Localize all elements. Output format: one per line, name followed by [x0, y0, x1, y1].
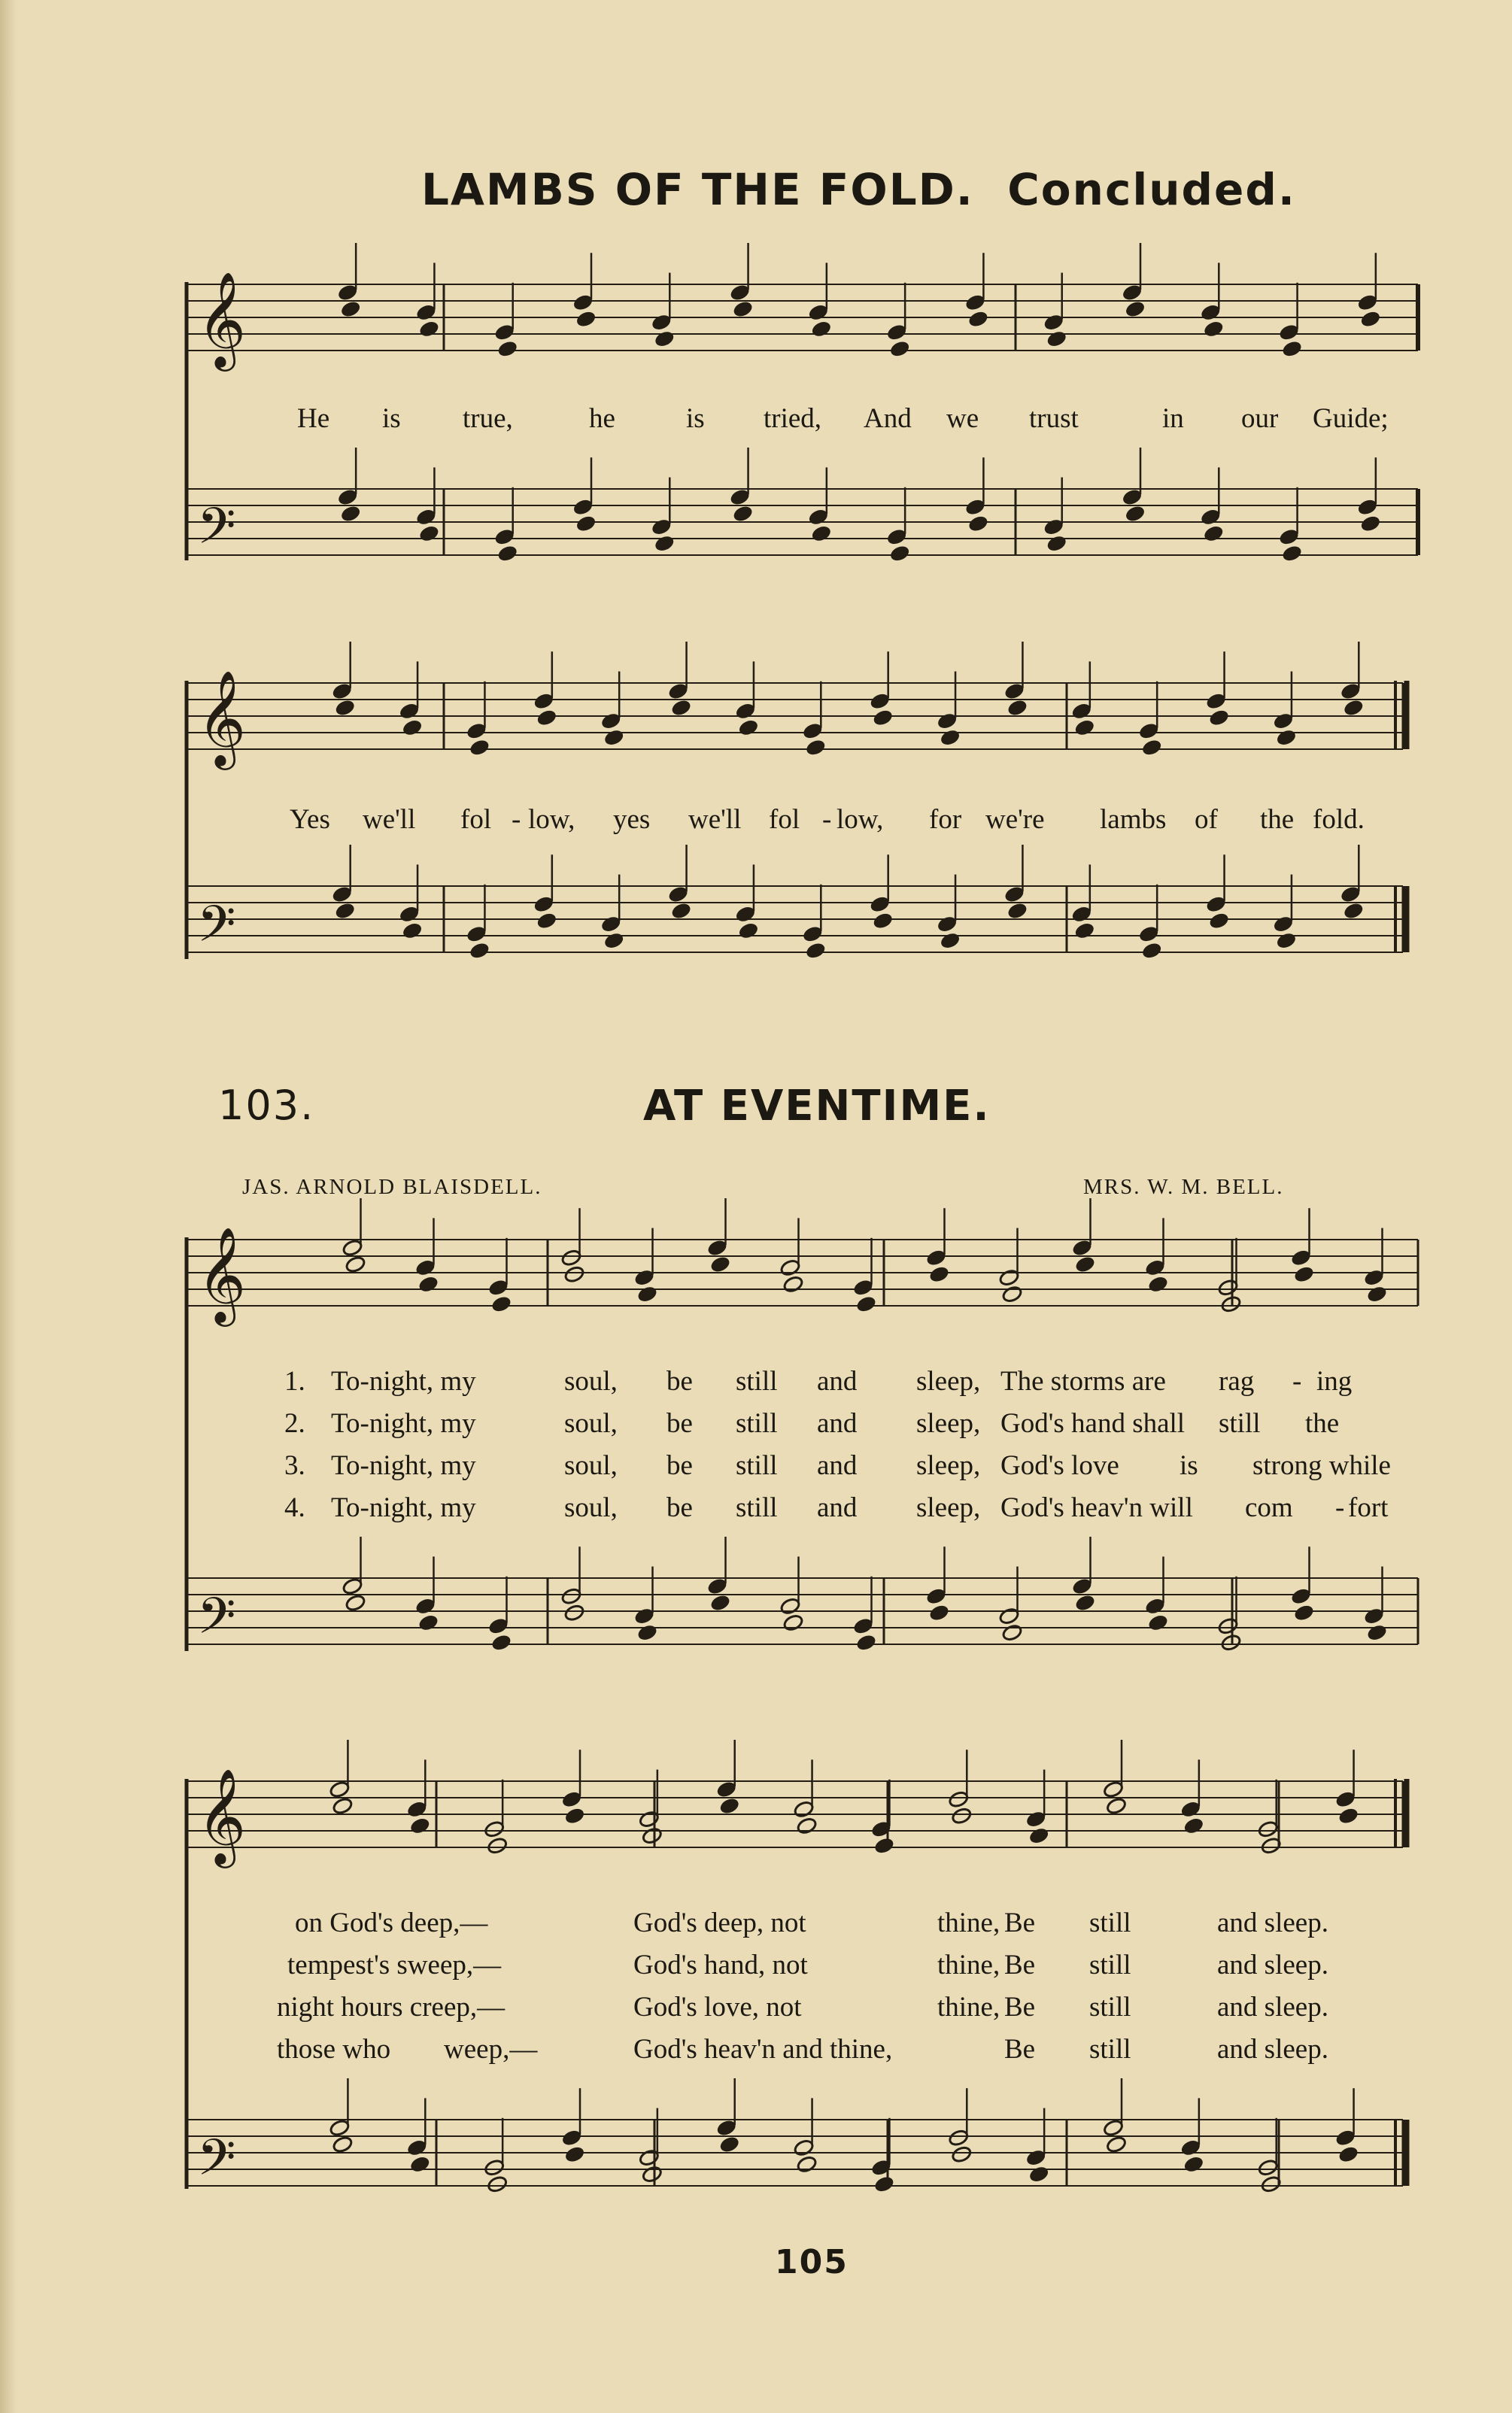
lyric-syllable: be [666, 1492, 693, 1523]
lyric-syllable: still [736, 1450, 778, 1481]
lyric-syllable: still [1089, 1908, 1131, 1938]
lyric-syllable: trust [1029, 403, 1079, 434]
lyric-syllable: sleep, [916, 1408, 981, 1439]
lyric-syllable: To-night, my [331, 1492, 476, 1523]
lyricist: JAS. ARNOLD BLAISDELL. [242, 1175, 542, 1199]
svg-text:𝄢: 𝄢 [197, 497, 236, 567]
lyric-syllable: be [666, 1366, 693, 1397]
lyric-syllable: is [686, 403, 705, 434]
lyric-syllable: he [589, 403, 615, 434]
lyric-syllable: sleep, [916, 1366, 981, 1397]
svg-text:𝄞: 𝄞 [197, 271, 247, 367]
lyric-syllable: To-night, my [331, 1366, 476, 1397]
lyric-syllable: lambs [1100, 804, 1167, 835]
lyric-syllable: and sleep. [1217, 1908, 1328, 1938]
lyric-syllable: soul, [564, 1366, 618, 1397]
lyric-syllable: thine, [937, 1950, 1000, 1980]
lyric-syllable: tempest's sweep,— [287, 1950, 502, 1980]
lyric-syllable: - [1335, 1492, 1345, 1523]
lyric-syllable: soul, [564, 1408, 618, 1439]
lyric-syllable: Be [1004, 1992, 1036, 2023]
lyric-syllable: still [1089, 1950, 1131, 1980]
hymn-number: 103. [218, 1082, 315, 1129]
lyric-syllable: Be [1004, 1950, 1036, 1980]
lyric-syllable: still [1219, 1408, 1261, 1439]
lyric-syllable: low, [528, 804, 575, 835]
lyric-syllable: strong while [1252, 1450, 1391, 1481]
lyric-syllable: in [1162, 403, 1184, 434]
lyric-syllable: weep,— [444, 2034, 538, 2065]
lyric-syllable: fold. [1313, 804, 1365, 835]
lyric-syllable: soul, [564, 1450, 618, 1481]
lyric-syllable: and sleep. [1217, 1950, 1328, 1980]
lyric-syllable: fol [460, 804, 492, 835]
lyric-syllable: low, [836, 804, 884, 835]
lyric-syllable: To-night, my [331, 1450, 476, 1481]
lyric-syllable: we'll [688, 804, 742, 835]
svg-text:𝄢: 𝄢 [197, 2129, 236, 2199]
lyric-syllable: and sleep. [1217, 2034, 1328, 2065]
lyric-syllable: and sleep. [1217, 1992, 1328, 2023]
lyric-syllable: we'll [363, 804, 416, 835]
lyric-syllable: - [822, 804, 832, 835]
lyric-syllable: for [929, 804, 962, 835]
lyric-syllable: sleep, [916, 1492, 981, 1523]
hymn-title: LAMBS OF THE FOLD. Concluded. [421, 164, 1296, 215]
lyric-syllable: 3. [284, 1450, 305, 1481]
lyric-syllable: 1. [284, 1366, 305, 1397]
lyric-syllable: 2. [284, 1408, 305, 1439]
lyric-syllable: sleep, [916, 1450, 981, 1481]
hymn-title-2: AT EVENTIME. [643, 1082, 991, 1131]
svg-text:𝄞: 𝄞 [197, 669, 247, 766]
lyric-syllable: God's hand, not [633, 1950, 808, 1980]
lyric-syllable: He [297, 403, 330, 434]
lyric-syllable: thine, [937, 1992, 1000, 2023]
lyric-syllable: those who [277, 2034, 391, 2065]
lyric-syllable: and [817, 1408, 858, 1439]
lyric-syllable: soul, [564, 1492, 618, 1523]
lyric-syllable: and [817, 1366, 858, 1397]
lyric-syllable: rag [1219, 1366, 1255, 1397]
page-number: 105 [775, 2243, 849, 2281]
lyric-syllable: fort [1348, 1492, 1389, 1523]
lyric-syllable: still [736, 1492, 778, 1523]
lyric-syllable: Be [1004, 1908, 1036, 1938]
svg-text:𝄢: 𝄢 [197, 1587, 236, 1657]
lyric-syllable: ing [1316, 1366, 1353, 1397]
lyric-syllable: still [1089, 1992, 1131, 2023]
lyric-syllable: is [1180, 1450, 1198, 1481]
composer: MRS. W. M. BELL. [1083, 1175, 1284, 1199]
lyric-syllable: night hours creep,— [277, 1992, 506, 2023]
svg-text:𝄢: 𝄢 [197, 895, 236, 965]
lyric-syllable: and [817, 1450, 858, 1481]
lyric-syllable: - [1292, 1366, 1302, 1397]
lyric-syllable: our [1241, 403, 1279, 434]
svg-text:𝄞: 𝄞 [197, 1768, 247, 1864]
lyric-syllable: be [666, 1408, 693, 1439]
lyric-syllable: Be [1004, 2034, 1036, 2065]
lyric-syllable: thine, [937, 1908, 1000, 1938]
lyric-syllable: God's love, not [633, 1992, 802, 2023]
lyric-syllable: of [1195, 804, 1218, 835]
title-suffix: Concluded. [1007, 164, 1296, 215]
lyric-syllable: fol [769, 804, 800, 835]
lyric-syllable: And [864, 403, 912, 434]
lyric-syllable: on God's deep,— [295, 1908, 488, 1938]
lyric-syllable: be [666, 1450, 693, 1481]
lyric-syllable: is [382, 403, 401, 434]
lyric-syllable: and [817, 1492, 858, 1523]
lyric-syllable: God's love [1000, 1450, 1119, 1481]
lyric-syllable: true, [463, 403, 513, 434]
lyric-syllable: - [512, 804, 521, 835]
lyric-syllable: we're [985, 804, 1045, 835]
lyric-syllable: com [1245, 1492, 1293, 1523]
lyric-syllable: God's deep, not [633, 1908, 806, 1938]
lyric-syllable: God's heav'n will [1000, 1492, 1193, 1523]
lyric-syllable: still [736, 1366, 778, 1397]
lyric-syllable: Guide; [1313, 403, 1389, 434]
lyric-syllable: we [946, 403, 979, 434]
lyric-syllable: The storms are [1000, 1366, 1166, 1397]
lyric-syllable: the [1260, 804, 1295, 835]
svg-text:𝄞: 𝄞 [197, 1226, 247, 1322]
lyric-syllable: 4. [284, 1492, 305, 1523]
lyric-syllable: God's heav'n and thine, [633, 2034, 893, 2065]
lyric-syllable: God's hand shall [1000, 1408, 1186, 1439]
lyric-syllable: tried, [764, 403, 822, 434]
lyric-syllable: yes [613, 804, 651, 835]
lyric-syllable: To-night, my [331, 1408, 476, 1439]
lyric-syllable: still [736, 1408, 778, 1439]
lyric-syllable: the [1305, 1408, 1340, 1439]
lyric-syllable: still [1089, 2034, 1131, 2065]
lyric-syllable: Yes [290, 804, 330, 835]
